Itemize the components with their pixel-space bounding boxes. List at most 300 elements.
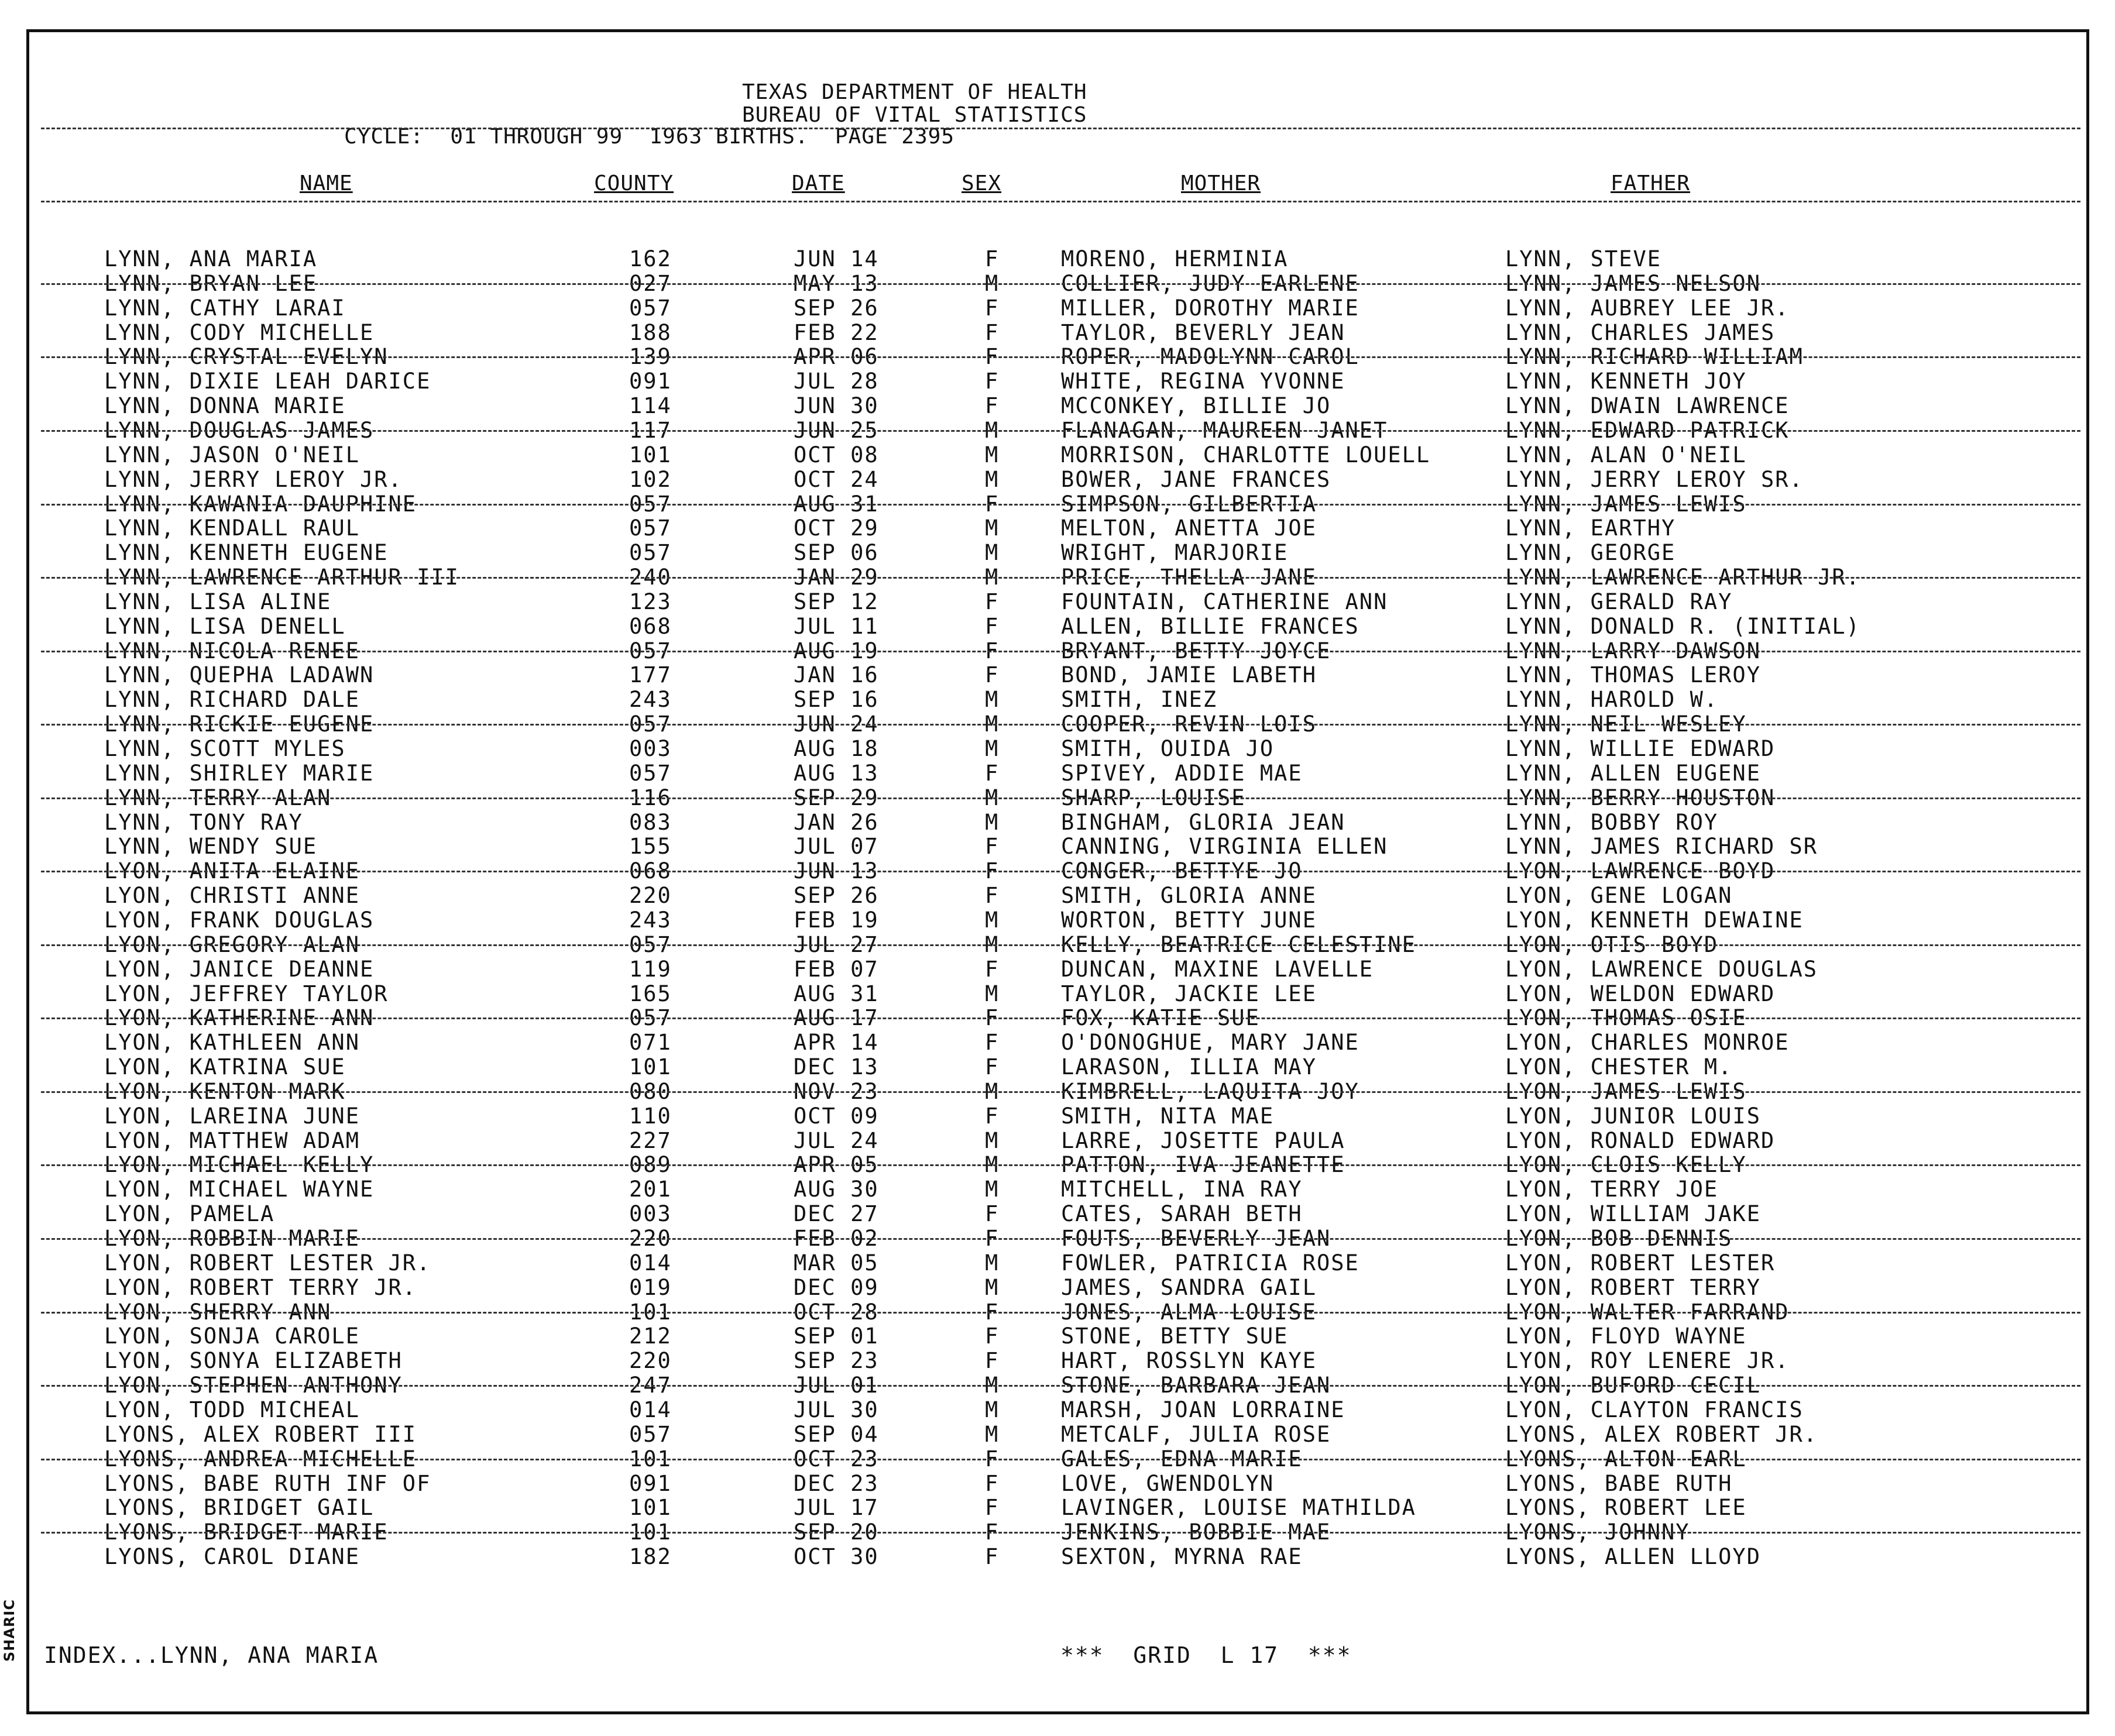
col-header-county: COUNTY bbox=[594, 171, 674, 195]
cell-sex: M bbox=[985, 442, 1000, 467]
table-row bbox=[0, 1495, 2115, 1520]
cell-father: LYNN, CHARLES JAMES bbox=[1505, 319, 1776, 345]
table-row bbox=[0, 1030, 2115, 1054]
cell-name: LYNN, KENDALL RAUL bbox=[104, 515, 360, 541]
table-row bbox=[0, 1422, 2115, 1446]
cell-date: JUL 27 bbox=[794, 931, 879, 957]
cell-mother: TAYLOR, BEVERLY JEAN bbox=[1061, 319, 1345, 345]
cell-mother: MCCONKEY, BILLIE JO bbox=[1061, 393, 1331, 419]
table-row bbox=[0, 1373, 2115, 1397]
cell-name: LYNN, JERRY LEROY JR. bbox=[104, 466, 403, 492]
cell-name: LYNN, KENNETH EUGENE bbox=[104, 540, 389, 566]
cell-father: LYNN, GERALD RAY bbox=[1505, 589, 1733, 614]
cell-county: 227 bbox=[629, 1127, 672, 1153]
cell-date: JUL 30 bbox=[794, 1397, 879, 1422]
cell-sex: F bbox=[985, 1030, 1000, 1056]
cell-county: 083 bbox=[629, 809, 672, 835]
cell-father: LYNN, KENNETH JOY bbox=[1505, 369, 1747, 394]
cell-mother: MITCHELL, INA RAY bbox=[1061, 1177, 1303, 1202]
table-row bbox=[0, 369, 2115, 393]
cell-mother: BOND, JAMIE LABETH bbox=[1061, 662, 1317, 688]
cell-county: 114 bbox=[629, 393, 672, 419]
table-row bbox=[0, 1324, 2115, 1348]
cell-mother: KIMBRELL, LAQUITA JOY bbox=[1061, 1078, 1359, 1104]
cell-sex: F bbox=[985, 1348, 1000, 1374]
cell-mother: TAYLOR, JACKIE LEE bbox=[1061, 981, 1317, 1006]
cell-sex: F bbox=[985, 1226, 1000, 1251]
cell-father: LYON, CHESTER M. bbox=[1505, 1054, 1733, 1080]
cell-name: LYON, ROBERT TERRY JR. bbox=[104, 1274, 417, 1300]
cell-father: LYNN, AUBREY LEE JR. bbox=[1505, 295, 1790, 321]
cell-date: OCT 09 bbox=[794, 1103, 879, 1129]
cell-county: 101 bbox=[629, 1446, 672, 1472]
cell-name: LYNN, ANA MARIA bbox=[104, 246, 318, 271]
cell-county: 188 bbox=[629, 319, 672, 345]
cell-date: OCT 23 bbox=[794, 1446, 879, 1472]
cell-date: JAN 26 bbox=[794, 809, 879, 835]
cell-sex: F bbox=[985, 1005, 1000, 1031]
cell-father: LYONS, ROBERT LEE bbox=[1505, 1495, 1747, 1521]
cell-mother: MARSH, JOAN LORRAINE bbox=[1061, 1397, 1345, 1422]
cell-sex: M bbox=[985, 711, 1000, 737]
cell-father: LYNN, LAWRENCE ARTHUR JR. bbox=[1505, 565, 1860, 590]
cell-father: LYNN, EDWARD PATRICK bbox=[1505, 417, 1790, 443]
cell-mother: CONGER, BETTYE JO bbox=[1061, 858, 1303, 884]
cell-sex: F bbox=[985, 956, 1000, 982]
cell-mother: WHITE, REGINA YVONNE bbox=[1061, 369, 1345, 394]
table-row bbox=[0, 687, 2115, 711]
cell-sex: F bbox=[985, 1446, 1000, 1472]
cell-sex: M bbox=[985, 1177, 1000, 1202]
cell-mother: BINGHAM, GLORIA JEAN bbox=[1061, 809, 1345, 835]
cell-father: LYONS, ALEX ROBERT JR. bbox=[1505, 1421, 1818, 1447]
cell-name: LYON, MICHAEL WAYNE bbox=[104, 1177, 375, 1202]
cell-date: OCT 30 bbox=[794, 1544, 879, 1570]
cell-county: 101 bbox=[629, 1520, 672, 1545]
cell-name: LYON, KATRINA SUE bbox=[104, 1054, 346, 1080]
cell-name: LYON, FRANK DOUGLAS bbox=[104, 907, 375, 933]
cell-father: LYNN, GEORGE bbox=[1505, 540, 1676, 566]
cell-mother: WORTON, BETTY JUNE bbox=[1061, 907, 1317, 933]
cell-name: LYON, GREGORY ALAN bbox=[104, 931, 360, 957]
cell-father: LYONS, ALTON EARL bbox=[1505, 1446, 1747, 1472]
table-row bbox=[0, 957, 2115, 981]
cell-father: LYNN, JAMES NELSON bbox=[1505, 270, 1761, 296]
cell-father: LYON, ROY LENERE JR. bbox=[1505, 1348, 1790, 1374]
cell-date: SEP 20 bbox=[794, 1520, 879, 1545]
cell-date: AUG 13 bbox=[794, 760, 879, 786]
cell-county: 057 bbox=[629, 931, 672, 957]
cell-county: 057 bbox=[629, 515, 672, 541]
cell-father: LYON, RONALD EDWARD bbox=[1505, 1127, 1776, 1153]
cell-county: 014 bbox=[629, 1397, 672, 1422]
cell-mother: SIMPSON, GILBERTIA bbox=[1061, 491, 1317, 517]
table-row bbox=[0, 418, 2115, 442]
cell-mother: PRICE, THELLA JANE bbox=[1061, 565, 1317, 590]
table-row bbox=[0, 1471, 2115, 1496]
col-header-father: FATHER bbox=[1611, 171, 1691, 195]
cell-mother: ROPER, MADOLYNN CAROL bbox=[1061, 344, 1359, 370]
cell-sex: M bbox=[985, 907, 1000, 933]
cell-mother: STONE, BARBARA JEAN bbox=[1061, 1373, 1331, 1398]
cell-sex: M bbox=[985, 687, 1000, 713]
cell-county: 014 bbox=[629, 1250, 672, 1276]
cell-sex: F bbox=[985, 295, 1000, 321]
cell-father: LYON, CLAYTON FRANCIS bbox=[1505, 1397, 1804, 1422]
cell-name: LYNN, CATHY LARAI bbox=[104, 295, 346, 321]
table-row bbox=[0, 1152, 2115, 1177]
cell-name: LYNN, CODY MICHELLE bbox=[104, 319, 375, 345]
cell-sex: F bbox=[985, 662, 1000, 688]
cell-mother: JENKINS, BOBBIE MAE bbox=[1061, 1520, 1331, 1545]
cell-county: 102 bbox=[629, 466, 672, 492]
cell-sex: M bbox=[985, 1152, 1000, 1178]
cell-father: LYON, CHARLES MONROE bbox=[1505, 1030, 1790, 1056]
cell-date: OCT 28 bbox=[794, 1299, 879, 1325]
cell-county: 165 bbox=[629, 981, 672, 1006]
cell-father: LYNN, STEVE bbox=[1505, 246, 1662, 271]
cell-county: 117 bbox=[629, 417, 672, 443]
cell-sex: F bbox=[985, 613, 1000, 639]
cell-date: SEP 26 bbox=[794, 295, 879, 321]
cell-father: LYNN, WILLIE EDWARD bbox=[1505, 736, 1776, 761]
table-row bbox=[0, 711, 2115, 736]
cell-sex: M bbox=[985, 1078, 1000, 1104]
cell-date: AUG 30 bbox=[794, 1177, 879, 1202]
cell-county: 162 bbox=[629, 246, 672, 271]
cell-father: LYON, CLOIS KELLY bbox=[1505, 1152, 1747, 1178]
cell-date: AUG 17 bbox=[794, 1005, 879, 1031]
cell-name: LYNN, JASON O'NEIL bbox=[104, 442, 360, 467]
cell-father: LYNN, ALLEN EUGENE bbox=[1505, 760, 1761, 786]
cell-mother: DUNCAN, MAXINE LAVELLE bbox=[1061, 956, 1374, 982]
footer-grid: *** GRID L 17 *** bbox=[1060, 1642, 1352, 1668]
cell-date: JAN 16 bbox=[794, 662, 879, 688]
cell-mother: COLLIER, JUDY EARLENE bbox=[1061, 270, 1359, 296]
cell-date: AUG 31 bbox=[794, 981, 879, 1006]
cell-father: LYNN, RICHARD WILLIAM bbox=[1505, 344, 1804, 370]
header-agency: TEXAS DEPARTMENT OF HEALTH bbox=[742, 80, 1087, 104]
cell-date: AUG 18 bbox=[794, 736, 879, 761]
cell-county: 177 bbox=[629, 662, 672, 688]
cell-father: LYNN, ALAN O'NEIL bbox=[1505, 442, 1747, 467]
cell-sex: F bbox=[985, 760, 1000, 786]
cell-date: OCT 08 bbox=[794, 442, 879, 467]
table-row bbox=[0, 442, 2115, 467]
cell-father: LYONS, JOHNNY bbox=[1505, 1520, 1690, 1545]
cell-county: 139 bbox=[629, 344, 672, 370]
cell-sex: F bbox=[985, 589, 1000, 614]
cell-county: 212 bbox=[629, 1324, 672, 1349]
cell-name: LYNN, LAWRENCE ARTHUR III bbox=[104, 565, 459, 590]
cell-county: 057 bbox=[629, 638, 672, 664]
cell-county: 101 bbox=[629, 1495, 672, 1521]
cell-county: 091 bbox=[629, 369, 672, 394]
cell-mother: LARASON, ILLIA MAY bbox=[1061, 1054, 1317, 1080]
cell-mother: KELLY, BEATRICE CELESTINE bbox=[1061, 931, 1416, 957]
cell-sex: F bbox=[985, 1054, 1000, 1080]
cell-county: 080 bbox=[629, 1078, 672, 1104]
cell-father: LYNN, HAROLD W. bbox=[1505, 687, 1719, 713]
cell-mother: SMITH, OUIDA JO bbox=[1061, 736, 1275, 761]
cell-name: LYNN, RICKIE EUGENE bbox=[104, 711, 375, 737]
cell-name: LYON, SONYA ELIZABETH bbox=[104, 1348, 403, 1374]
table-row bbox=[0, 1300, 2115, 1324]
cell-date: JUL 01 bbox=[794, 1373, 879, 1398]
cell-father: LYNN, NEIL WESLEY bbox=[1505, 711, 1747, 737]
cell-sex: M bbox=[985, 417, 1000, 443]
cell-county: 003 bbox=[629, 1201, 672, 1227]
cell-sex: F bbox=[985, 883, 1000, 909]
cell-mother: MORENO, HERMINIA bbox=[1061, 246, 1289, 271]
cell-mother: LARRE, JOSETTE PAULA bbox=[1061, 1127, 1345, 1153]
table-row bbox=[0, 932, 2115, 957]
table-row bbox=[0, 565, 2115, 589]
table-row bbox=[0, 1054, 2115, 1079]
footer-index: INDEX...LYNN, ANA MARIA bbox=[44, 1642, 379, 1668]
cell-name: LYON, STEPHEN ANTHONY bbox=[104, 1373, 403, 1398]
cell-mother: JAMES, SANDRA GAIL bbox=[1061, 1274, 1317, 1300]
column-header-rule bbox=[41, 201, 2080, 202]
cell-name: LYNN, CRYSTAL EVELYN bbox=[104, 344, 389, 370]
table-row bbox=[0, 1104, 2115, 1128]
cell-county: 116 bbox=[629, 785, 672, 810]
cell-sex: F bbox=[985, 1299, 1000, 1325]
table-row bbox=[0, 785, 2115, 810]
cell-mother: FLANAGAN, MAUREEN JANET bbox=[1061, 417, 1388, 443]
cell-father: LYNN, LARRY DAWSON bbox=[1505, 638, 1761, 664]
cell-name: LYNN, RICHARD DALE bbox=[104, 687, 360, 713]
cell-name: LYONS, ANDREA MICHELLE bbox=[104, 1446, 417, 1472]
cell-date: JUN 13 bbox=[794, 858, 879, 884]
cell-date: AUG 19 bbox=[794, 638, 879, 664]
cell-sex: F bbox=[985, 491, 1000, 517]
cell-name: LYNN, LISA ALINE bbox=[104, 589, 332, 614]
cell-mother: LAVINGER, LOUISE MATHILDA bbox=[1061, 1495, 1416, 1521]
table-row bbox=[0, 271, 2115, 295]
cell-county: 057 bbox=[629, 295, 672, 321]
cell-county: 201 bbox=[629, 1177, 672, 1202]
cell-name: LYON, KENTON MARK bbox=[104, 1078, 346, 1104]
cell-name: LYON, ROBERT LESTER JR. bbox=[104, 1250, 431, 1276]
cell-sex: M bbox=[985, 1127, 1000, 1153]
cell-county: 019 bbox=[629, 1274, 672, 1300]
cell-county: 243 bbox=[629, 907, 672, 933]
cell-county: 155 bbox=[629, 834, 672, 860]
cell-date: APR 05 bbox=[794, 1152, 879, 1178]
cell-father: LYON, JUNIOR LOUIS bbox=[1505, 1103, 1761, 1129]
table-row bbox=[0, 393, 2115, 418]
cell-name: LYNN, DIXIE LEAH DARICE bbox=[104, 369, 431, 394]
cell-name: LYNN, SCOTT MYLES bbox=[104, 736, 346, 761]
cell-mother: BOWER, JANE FRANCES bbox=[1061, 466, 1331, 492]
table-row bbox=[0, 883, 2115, 907]
cell-date: DEC 13 bbox=[794, 1054, 879, 1080]
table-row bbox=[0, 1544, 2115, 1569]
col-header-sex: SEX bbox=[962, 171, 1002, 195]
cell-county: 068 bbox=[629, 613, 672, 639]
cell-date: JUN 30 bbox=[794, 393, 879, 419]
cell-date: SEP 23 bbox=[794, 1348, 879, 1374]
table-row bbox=[0, 320, 2115, 345]
cell-date: FEB 22 bbox=[794, 319, 879, 345]
cell-father: LYNN, BOBBY ROY bbox=[1505, 809, 1719, 835]
cell-sex: M bbox=[985, 1421, 1000, 1447]
cell-date: DEC 09 bbox=[794, 1274, 879, 1300]
cell-county: 089 bbox=[629, 1152, 672, 1178]
cell-father: LYONS, ALLEN LLOYD bbox=[1505, 1544, 1761, 1570]
cell-date: JUN 14 bbox=[794, 246, 879, 271]
cell-date: SEP 12 bbox=[794, 589, 879, 614]
cell-sex: F bbox=[985, 369, 1000, 394]
table-row bbox=[0, 540, 2115, 565]
cell-father: LYON, FLOYD WAYNE bbox=[1505, 1324, 1747, 1349]
cell-county: 057 bbox=[629, 711, 672, 737]
cell-mother: PATTON, IVA JEANETTE bbox=[1061, 1152, 1345, 1178]
cell-name: LYON, ANITA ELAINE bbox=[104, 858, 360, 884]
cell-date: JAN 29 bbox=[794, 565, 879, 590]
cell-county: 220 bbox=[629, 1226, 672, 1251]
cell-county: 123 bbox=[629, 589, 672, 614]
cell-county: 057 bbox=[629, 491, 672, 517]
cell-sex: F bbox=[985, 638, 1000, 664]
cell-date: JUL 24 bbox=[794, 1127, 879, 1153]
cell-name: LYNN, SHIRLEY MARIE bbox=[104, 760, 375, 786]
table-row bbox=[0, 1201, 2115, 1226]
cell-name: LYNN, TERRY ALAN bbox=[104, 785, 332, 810]
cell-date: MAY 13 bbox=[794, 270, 879, 296]
cell-date: OCT 24 bbox=[794, 466, 879, 492]
cell-father: LYON, WELDON EDWARD bbox=[1505, 981, 1776, 1006]
table-row bbox=[0, 1348, 2115, 1373]
cell-date: FEB 07 bbox=[794, 956, 879, 982]
table-row bbox=[0, 491, 2115, 516]
cell-county: 027 bbox=[629, 270, 672, 296]
table-row bbox=[0, 736, 2115, 761]
cell-mother: FOUNTAIN, CATHERINE ANN bbox=[1061, 589, 1388, 614]
cell-father: LYNN, BERRY HOUSTON bbox=[1505, 785, 1776, 810]
cell-father: LYON, WILLIAM JAKE bbox=[1505, 1201, 1761, 1227]
cell-name: LYON, SONJA CAROLE bbox=[104, 1324, 360, 1349]
cell-name: LYON, LAREINA JUNE bbox=[104, 1103, 360, 1129]
cell-sex: F bbox=[985, 1201, 1000, 1227]
cell-date: NOV 23 bbox=[794, 1078, 879, 1104]
cell-sex: M bbox=[985, 1250, 1000, 1276]
cell-mother: LOVE, GWENDOLYN bbox=[1061, 1470, 1275, 1496]
cell-date: JUN 24 bbox=[794, 711, 879, 737]
cell-mother: SMITH, NITA MAE bbox=[1061, 1103, 1275, 1129]
table-row bbox=[0, 981, 2115, 1006]
cell-name: LYON, MICHAEL KELLY bbox=[104, 1152, 375, 1178]
table-row bbox=[0, 1446, 2115, 1471]
header-rule bbox=[41, 128, 2080, 129]
cell-name: LYNN, TONY RAY bbox=[104, 809, 303, 835]
table-row bbox=[0, 246, 2115, 271]
cell-sex: M bbox=[985, 540, 1000, 566]
cell-name: LYNN, DOUGLAS JAMES bbox=[104, 417, 375, 443]
cell-sex: F bbox=[985, 1544, 1000, 1570]
cell-name: LYONS, CAROL DIANE bbox=[104, 1544, 360, 1570]
cell-father: LYNN, DWAIN LAWRENCE bbox=[1505, 393, 1790, 419]
cell-mother: SMITH, GLORIA ANNE bbox=[1061, 883, 1317, 909]
table-row bbox=[0, 614, 2115, 638]
cell-name: LYON, JANICE DEANNE bbox=[104, 956, 375, 982]
cell-name: LYON, TODD MICHEAL bbox=[104, 1397, 360, 1422]
cell-name: LYONS, BABE RUTH INF OF bbox=[104, 1470, 431, 1496]
table-row bbox=[0, 662, 2115, 687]
cell-mother: FOUTS, BEVERLY JEAN bbox=[1061, 1226, 1331, 1251]
table-row bbox=[0, 515, 2115, 540]
cell-date: JUL 07 bbox=[794, 834, 879, 860]
col-header-date: DATE bbox=[792, 171, 845, 195]
cell-sex: F bbox=[985, 246, 1000, 271]
cell-mother: CANNING, VIRGINIA ELLEN bbox=[1061, 834, 1388, 860]
cell-mother: BRYANT, BETTY JOYCE bbox=[1061, 638, 1331, 664]
cell-mother: FOWLER, PATRICIA ROSE bbox=[1061, 1250, 1359, 1276]
cell-father: LYON, THOMAS OSIE bbox=[1505, 1005, 1747, 1031]
cell-father: LYNN, JAMES RICHARD SR bbox=[1505, 834, 1818, 860]
cell-sex: M bbox=[985, 981, 1000, 1006]
cell-father: LYNN, DONALD R. (INITIAL) bbox=[1505, 613, 1860, 639]
cell-date: SEP 16 bbox=[794, 687, 879, 713]
cell-name: LYON, ROBBIN MARIE bbox=[104, 1226, 360, 1251]
table-row bbox=[0, 1397, 2115, 1422]
cell-mother: CATES, SARAH BETH bbox=[1061, 1201, 1303, 1227]
table-row bbox=[0, 1177, 2115, 1201]
cell-sex: F bbox=[985, 1520, 1000, 1545]
cell-mother: O'DONOGHUE, MARY JANE bbox=[1061, 1030, 1359, 1056]
table-row bbox=[0, 295, 2115, 320]
side-label: SHARIC bbox=[1, 1599, 18, 1662]
cell-father: LYON, JAMES LEWIS bbox=[1505, 1078, 1747, 1104]
cell-county: 220 bbox=[629, 883, 672, 909]
cell-mother: ALLEN, BILLIE FRANCES bbox=[1061, 613, 1359, 639]
table-row bbox=[0, 1520, 2115, 1544]
cell-county: 101 bbox=[629, 1299, 672, 1325]
cell-father: LYONS, BABE RUTH bbox=[1505, 1470, 1733, 1496]
cell-date: FEB 02 bbox=[794, 1226, 879, 1251]
table-row bbox=[0, 907, 2115, 932]
cell-date: SEP 06 bbox=[794, 540, 879, 566]
cell-mother: WRIGHT, MARJORIE bbox=[1061, 540, 1289, 566]
cell-name: LYNN, WENDY SUE bbox=[104, 834, 318, 860]
cell-county: 243 bbox=[629, 687, 672, 713]
cell-date: SEP 29 bbox=[794, 785, 879, 810]
cell-sex: M bbox=[985, 736, 1000, 761]
cell-name: LYNN, KAWANIA DAUPHINE bbox=[104, 491, 417, 517]
table-row bbox=[0, 761, 2115, 785]
cell-county: 068 bbox=[629, 858, 672, 884]
cell-father: LYON, WALTER FARRAND bbox=[1505, 1299, 1790, 1325]
cell-name: LYON, CHRISTI ANNE bbox=[104, 883, 360, 909]
cell-father: LYON, BOB DENNIS bbox=[1505, 1226, 1733, 1251]
cell-mother: SHARP, LOUISE bbox=[1061, 785, 1246, 810]
cell-name: LYONS, BRIDGET MARIE bbox=[104, 1520, 389, 1545]
table-row bbox=[0, 834, 2115, 858]
cell-mother: SEXTON, MYRNA RAE bbox=[1061, 1544, 1303, 1570]
cell-name: LYON, KATHLEEN ANN bbox=[104, 1030, 360, 1056]
cell-sex: F bbox=[985, 393, 1000, 419]
cell-date: SEP 04 bbox=[794, 1421, 879, 1447]
table-row bbox=[0, 1226, 2115, 1250]
cell-father: LYON, GENE LOGAN bbox=[1505, 883, 1733, 909]
cell-father: LYNN, THOMAS LEROY bbox=[1505, 662, 1761, 688]
cell-mother: STONE, BETTY SUE bbox=[1061, 1324, 1289, 1349]
table-row bbox=[0, 858, 2115, 883]
cell-father: LYNN, EARTHY bbox=[1505, 515, 1676, 541]
cell-county: 101 bbox=[629, 1054, 672, 1080]
cell-father: LYON, ROBERT TERRY bbox=[1505, 1274, 1761, 1300]
